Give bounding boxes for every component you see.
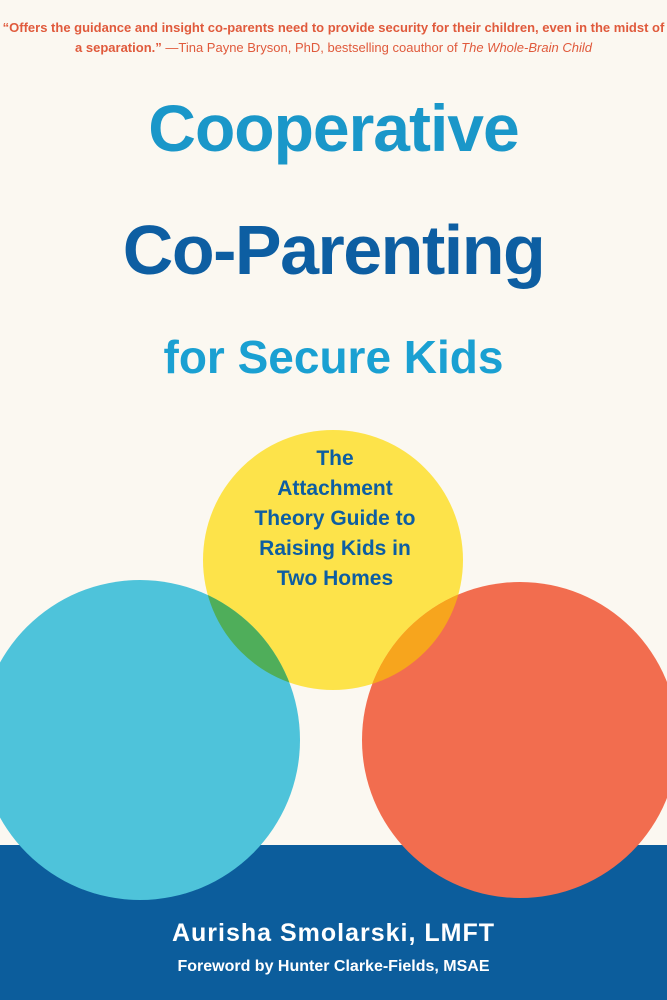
subtitle-line-5: Two Homes <box>276 567 394 590</box>
quote-text: “Offers the guidance and insight co-parents need to provide security for their children, even in the midst of a separation.” <box>2 20 665 55</box>
title-line-3: for Secure Kids <box>163 331 504 383</box>
quote-attribution-book: The Whole-Brain Child <box>461 40 592 55</box>
subtitle-line-2: Attachment <box>277 477 393 500</box>
subtitle-line-1: The <box>316 447 354 470</box>
quote-attribution-role: , PhD, bestselling coauthor of <box>287 40 462 55</box>
title-line-1: Cooperative <box>148 91 519 165</box>
author-name: Aurisha Smolarski, LMFT <box>171 919 496 947</box>
title-line-2: Co-Parenting <box>122 211 545 289</box>
subtitle-line-4: Raising Kids in <box>259 537 411 560</box>
subtitle <box>205 444 465 594</box>
subtitle-line-3: Theory Guide to <box>254 507 416 530</box>
quote-attribution-name: —Tina Payne Bryson <box>165 40 288 55</box>
foreword-credit: Foreword by Hunter Clarke-Fields, MSAE <box>177 958 490 975</box>
